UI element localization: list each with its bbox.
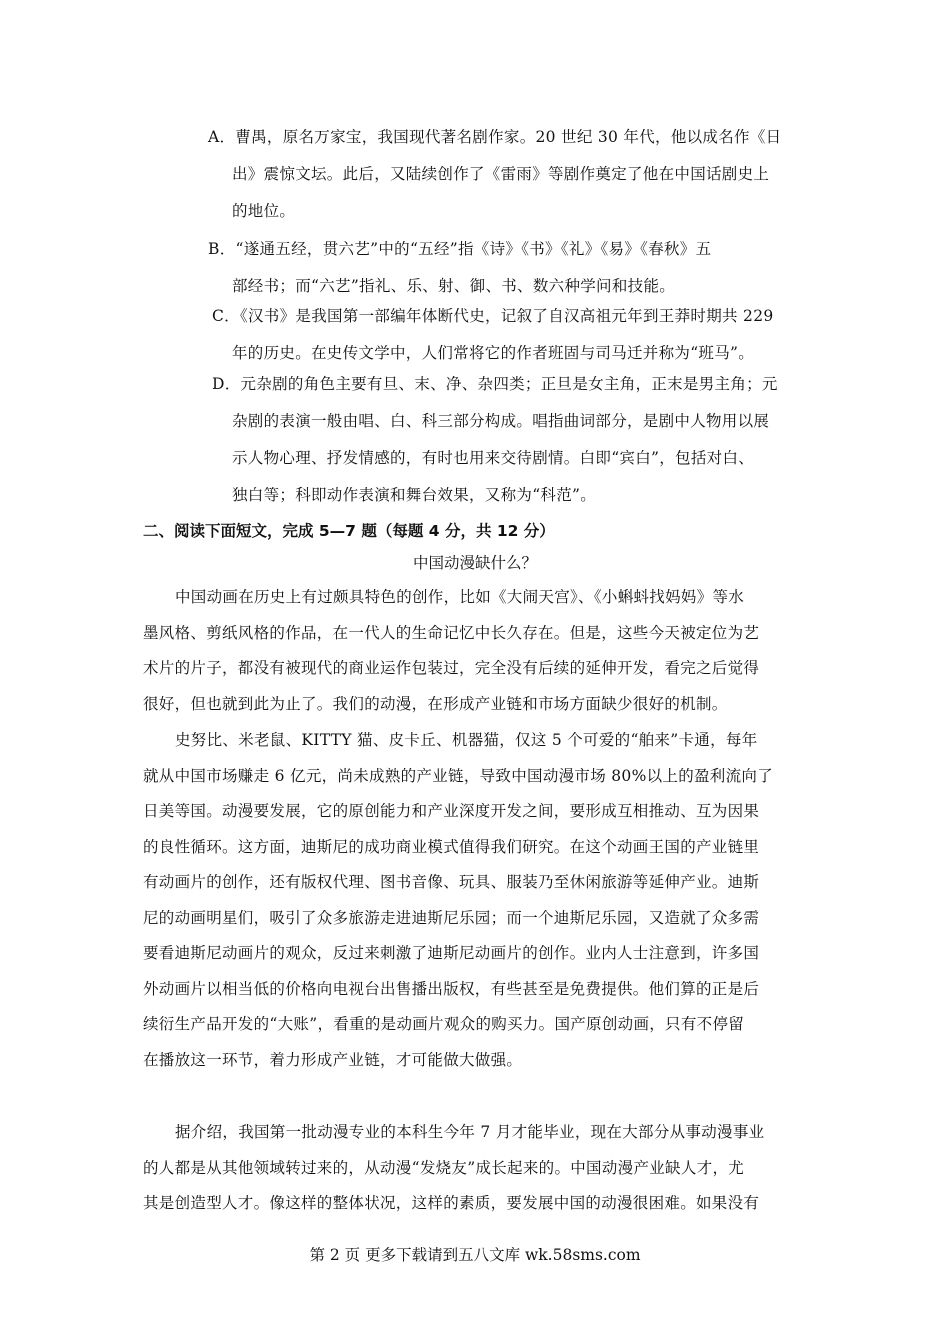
option-line: 示人物心理、抒发情感的，有时也用来交待剧情。白即“宾白”，包括对白、 [232, 449, 755, 467]
paragraph-line: 中国动画在历史上有过颇具特色的创作，比如《大闹天宫》、《小蝌蚪找妈妈》等水 [175, 588, 745, 606]
paragraph-line: 尼的动画明星们，吸引了众多旅游走进迪斯尼乐园；而一个迪斯尼乐园，又造就了众多需 [143, 908, 760, 927]
option-line: 年的历史。在史传文学中，人们常将它的作者班固与司马迁并称为“班马”。 [232, 344, 755, 362]
option-line: B．“遂通五经，贯六艺”中的“五经”指《诗》《书》《礼》《易》《春秋》五 [208, 240, 712, 258]
page-footer: 第 2 页 更多下载请到五八文库 wk.58sms.com [309, 1246, 641, 1264]
option-line: 出》震惊文坛。此后，又陆续创作了《雷雨》等剧作奠定了他在中国话剧史上 [232, 165, 770, 183]
paragraph-line: 在播放这一环节，着力形成产业链，才可能做大做强。 [143, 1050, 523, 1069]
article-paragraph [143, 580, 759, 722]
paragraph-line: 史努比、米老鼠、KITTY 猫、皮卡丘、机器猫，仅这 5 个可爱的“舶来”卡通，每年 [175, 731, 758, 749]
article-paragraph [143, 1115, 764, 1222]
option-c [212, 298, 774, 372]
option-line: D．元杂剧的角色主要有旦、末、净、杂四类；正旦是女主角，正末是男主角；元 [212, 375, 778, 393]
section-heading: 二、阅读下面短文，完成 5—7 题（每题 4 分，共 12 分） [143, 522, 555, 540]
option-line: 的地位。 [232, 202, 296, 220]
paragraph-line: 有动画片的创作，还有版权代理、图书音像、玩具、服装乃至休闲旅游等延伸产业。迪斯 [143, 873, 760, 891]
paragraph-line: 其是创造型人才。像这样的整体状况，这样的素质，要发展中国的动漫很困难。如果没有 [143, 1194, 760, 1212]
paragraph-line: 外动画片以相当低的价格向电视台出售播出版权，有些甚至是免费提供。他们算的正是后 [143, 979, 760, 998]
option-b [208, 231, 711, 305]
paragraph-line: 据介绍，我国第一批动漫专业的本科生今年 7 月才能毕业，现在大部分从事动漫事业 [175, 1123, 765, 1141]
option-line: 独白等；科即动作表演和舞台效果，又称为“科范”。 [232, 486, 597, 504]
option-line: 杂剧的表演一般由唱、白、科三部分构成。唱指曲词部分，是剧中人物用以展 [232, 412, 770, 430]
paragraph-line: 很好，但也就到此为止了。我们的动漫，在形成产业链和市场方面缺少很好的机制。 [143, 694, 728, 713]
paragraph-line: 要看迪斯尼动画片的观众，反过来刺激了迪斯尼动画片的创作。业内人士注意到，许多国 [143, 944, 760, 962]
paragraph-line: 续衍生产品开发的“大账”，看重的是动画片观众的购买力。国产原创动画，只有不停留 [143, 1015, 745, 1033]
paragraph-line: 日美等国。动漫要发展，它的原创能力和产业深度开发之间，要形成互相推动、互为因果 [143, 802, 760, 820]
paragraph-line: 就从中国市场赚走 6 亿元，尚未成熟的产业链，导致中国动漫市场 80%以上的盈利流向了 [143, 766, 773, 785]
paragraph-line: 墨风格、剪纸风格的作品，在一代人的生命记忆中长久存在。但是，这些今天被定位为艺 [143, 623, 760, 642]
option-line: A．曹禺，原名万家宝，我国现代著名剧作家。20 世纪 30 年代，他以成名作《日 [208, 128, 782, 146]
paragraph-line: 的人都是从其他领域转过来的，从动漫“发烧友”成长起来的。中国动漫产业缺人才，尤 [143, 1158, 745, 1177]
option-a [208, 119, 781, 230]
option-line: 部经书；而“六艺”指礼、乐、射、御、书、数六种学问和技能。 [232, 277, 676, 295]
paragraph-line: 的良性循环。这方面，迪斯尼的成功商业模式值得我们研究。在这个动画王国的产业链里 [143, 837, 760, 856]
option-d [212, 366, 778, 514]
article-title: 中国动漫缺什么？ [412, 554, 537, 572]
paragraph-line: 术片的片子，都没有被现代的商业运作包装过，完全没有后续的延伸开发，看完之后觉得 [143, 659, 760, 677]
article-paragraph [143, 723, 773, 1078]
option-line: C．《汉书》是我国第一部编年体断代史，记叙了自汉高祖元年到王莽时期共 229 [212, 307, 774, 325]
